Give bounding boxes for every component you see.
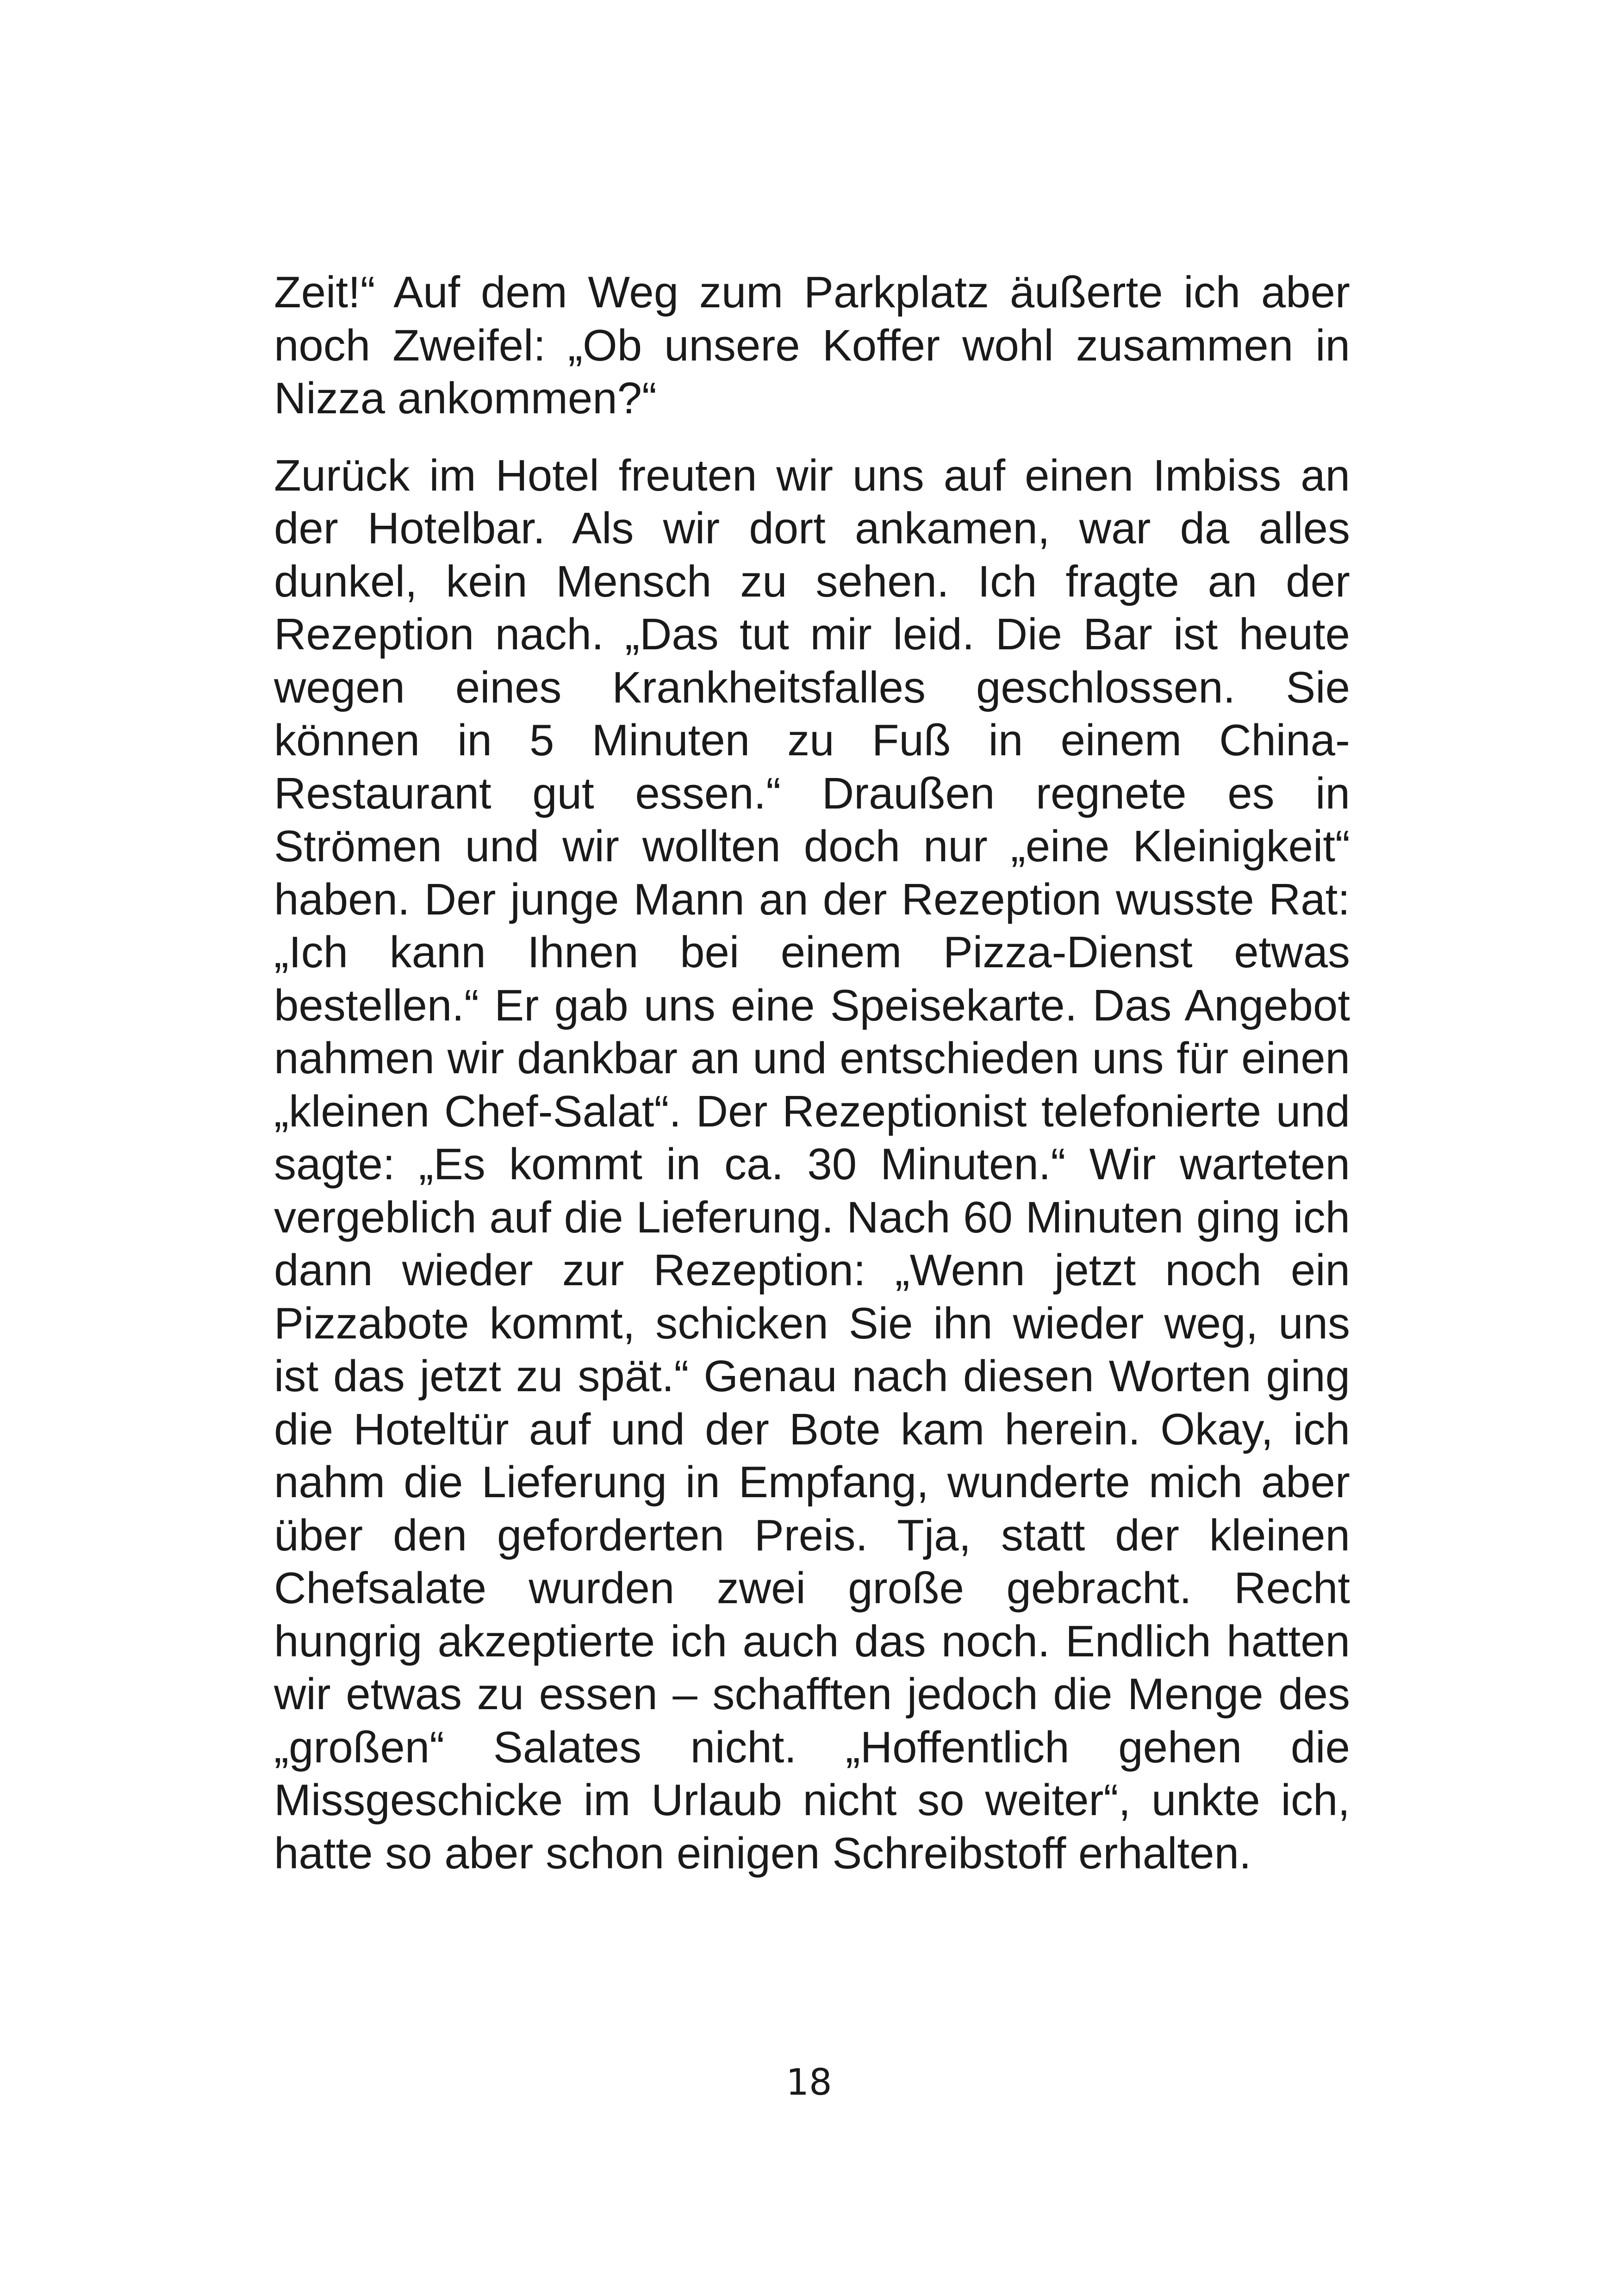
body-text <box>274 266 1350 1880</box>
paragraph-2: Zurück im Hotel freuten wir uns auf einen Imbiss an der Hotelbar. Als wir dort ankamen, war da alles dunkel, kein Mensch zu sehen. Ich fragte an der Rezeption nach. „Das tut mir leid. Die Bar ist heute wegen eines Krankheitsfalles geschlossen. Sie können in 5 Minuten zu Fuß in einem China-Restaurant gut essen.“ Draußen regnete es in Strömen und wir wollten doch nur „eine Kleinigkeit“ haben. Der junge Mann an der Rezeption wusste Rat: „Ich kann Ihnen bei einem Pizza-Dienst etwas bestellen.“ Er gab uns eine Speisekarte. Das Angebot nahmen wir dankbar an und entschieden uns für einen „kleinen Chef-Salat“. Der Rezeptionist telefonierte und sagte: „Es kommt in ca. 30 Minuten.“ Wir warteten vergeblich auf die Lieferung. Nach 60 Minuten ging ich dann wieder zur Rezeption: „Wenn jetzt noch ein Pizzabote kommt, schicken Sie ihn wieder weg, uns ist das jetzt zu spät.“ Genau nach diesen Worten ging die Hoteltür auf und der Bote kam herein. Okay, ich nahm die Lieferung in Empfang, wunderte mich aber über den geforderten Preis. Tja, statt der kleinen Chefsalate wurden zwei große gebracht. Recht hungrig akzeptierte ich auch das noch. Endlich hatten wir etwas zu essen – schafften jedoch die Menge des „großen“ Salates nicht. „Hoffentlich gehen die Missgeschicke im Urlaub nicht so weiter“, unkte ich, hatte so aber schon einigen Schreibstoff erhalten. <box>274 450 1350 1878</box>
page-number: 18 <box>786 2062 832 2103</box>
paragraph-1: Zeit!“ Auf dem Weg zum Parkplatz äußerte ich aber noch Zweifel: „Ob unsere Koffer wohl zusammen in Nizza ankommen?“ <box>274 268 1350 423</box>
